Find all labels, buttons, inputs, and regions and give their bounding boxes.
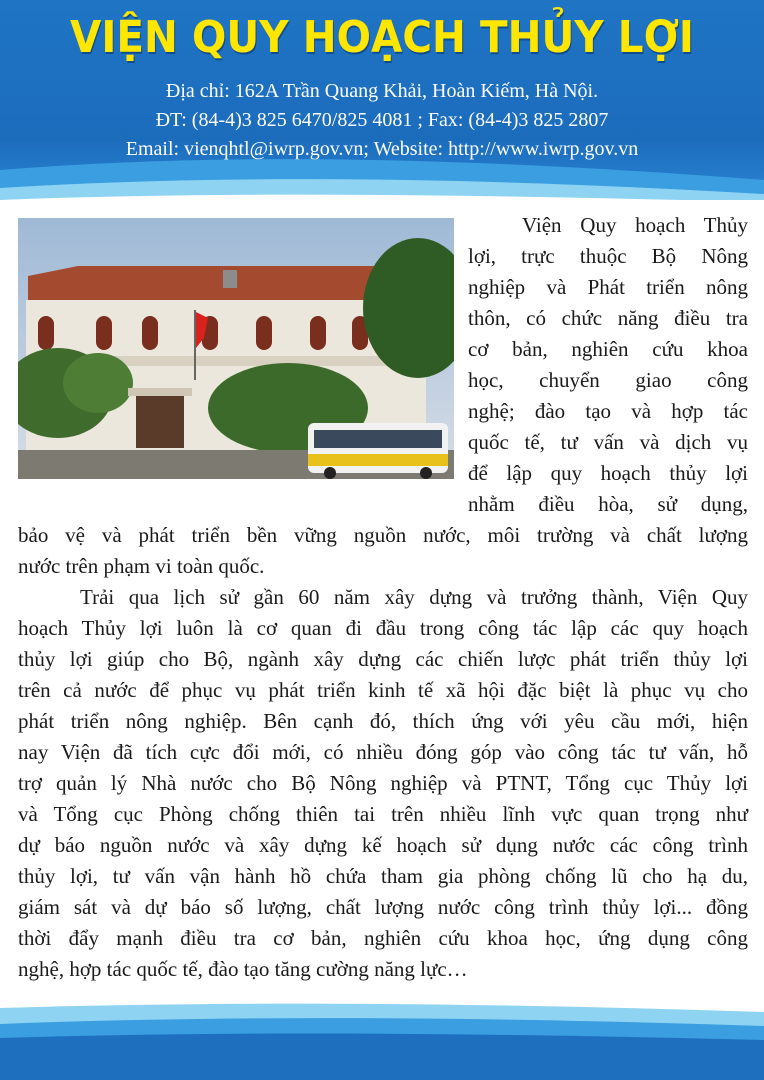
text-line: học, chuyển giao công — [468, 368, 748, 392]
text-line: lợi, trực thuộc Bộ Nông — [468, 244, 748, 268]
text-line: bảo vệ và phát triển bền vững nguồn nước, môi trường và chất lượng — [18, 523, 748, 547]
institute-building-photo — [18, 218, 454, 479]
text-line: thủy lợi giúp cho Bộ, ngành xây dựng các chiến lược phát triển thủy lợi — [18, 647, 748, 671]
body-paragraphs — [18, 520, 748, 985]
text-line: nghệ; đào tạo và hợp tác — [468, 399, 748, 423]
text-line: nghiệp và Phát triển nông — [468, 275, 748, 299]
text-line: thời đẩy mạnh điều tra cơ bản, nghiên cứu khoa học, ứng dụng công — [18, 926, 748, 950]
text-line: trên cả nước để phục vụ phát triển kinh tế xã hội đặc biệt là phục vụ cho — [18, 678, 748, 702]
page-title: VIỆN QUY HOẠCH THỦY LỢI — [70, 12, 694, 63]
text-line: nhằm điều hòa, sử dụng, — [468, 492, 748, 516]
text-line: phát triển nông nghiệp. Bên cạnh đó, thích ứng với yêu cầu mới, hiện — [18, 709, 748, 733]
text-line: hoạch Thủy lợi luôn là cơ quan đi đầu trong công tác lập các quy hoạch — [18, 616, 748, 640]
text-line: thôn, có chức năng điều tra — [468, 306, 748, 330]
phone-fax-line: ĐT: (84-4)3 825 6470/825 4081 ; Fax: (84-4)3 825 2807 — [155, 109, 609, 131]
address-line: Địa chỉ: 162A Trần Quang Khải, Hoàn Kiếm, Hà Nội. — [165, 80, 599, 102]
text-line: Trải qua lịch sử gần 60 năm xây dựng và trưởng thành, Viện Quy — [80, 585, 748, 609]
footer-wave-decoration — [0, 990, 764, 1080]
text-line: dự báo nguồn nước và xây dựng kế hoạch sử dụng nước các công trình — [18, 833, 748, 857]
text-line: Viện Quy hoạch Thủy — [522, 213, 748, 237]
text-line: giám sát và dự báo số lượng, chất lượng nước công trình thủy lợi... đồng — [18, 895, 748, 919]
text-line: quốc tế, tư vấn và dịch vụ — [468, 430, 748, 454]
email-website-line: Email: vienqhtl@iwrp.gov.vn; Website: http://www.iwrp.gov.vn — [125, 138, 639, 160]
text-line: nay Viện đã tích cực đổi mới, có nhiều đóng góp vào công tác tư vấn, hỗ — [18, 740, 748, 764]
text-line: trợ quản lý Nhà nước cho Bộ Nông nghiệp và PTNT, Tổng cục Thủy lợi — [18, 771, 748, 795]
text-line: cơ bản, nghiên cứu khoa — [468, 337, 748, 361]
text-line: nghệ, hợp tác quốc tế, đào tạo tăng cường năng lực… — [18, 957, 468, 981]
text-line: nước trên phạm vi toàn quốc. — [18, 554, 265, 578]
text-line: và Tổng cục Phòng chống thiên tai trên nhiều lĩnh vực quan trọng như — [18, 802, 748, 826]
text-line: thủy lợi, tư vấn vận hành hồ chứa tham gia phòng chống lũ cho hạ du, — [18, 864, 748, 888]
intro-paragraph-column — [468, 210, 748, 520]
text-line: để lập quy hoạch thủy lợi — [468, 461, 748, 485]
header-wave-decoration — [0, 150, 764, 200]
header-banner — [0, 0, 764, 200]
